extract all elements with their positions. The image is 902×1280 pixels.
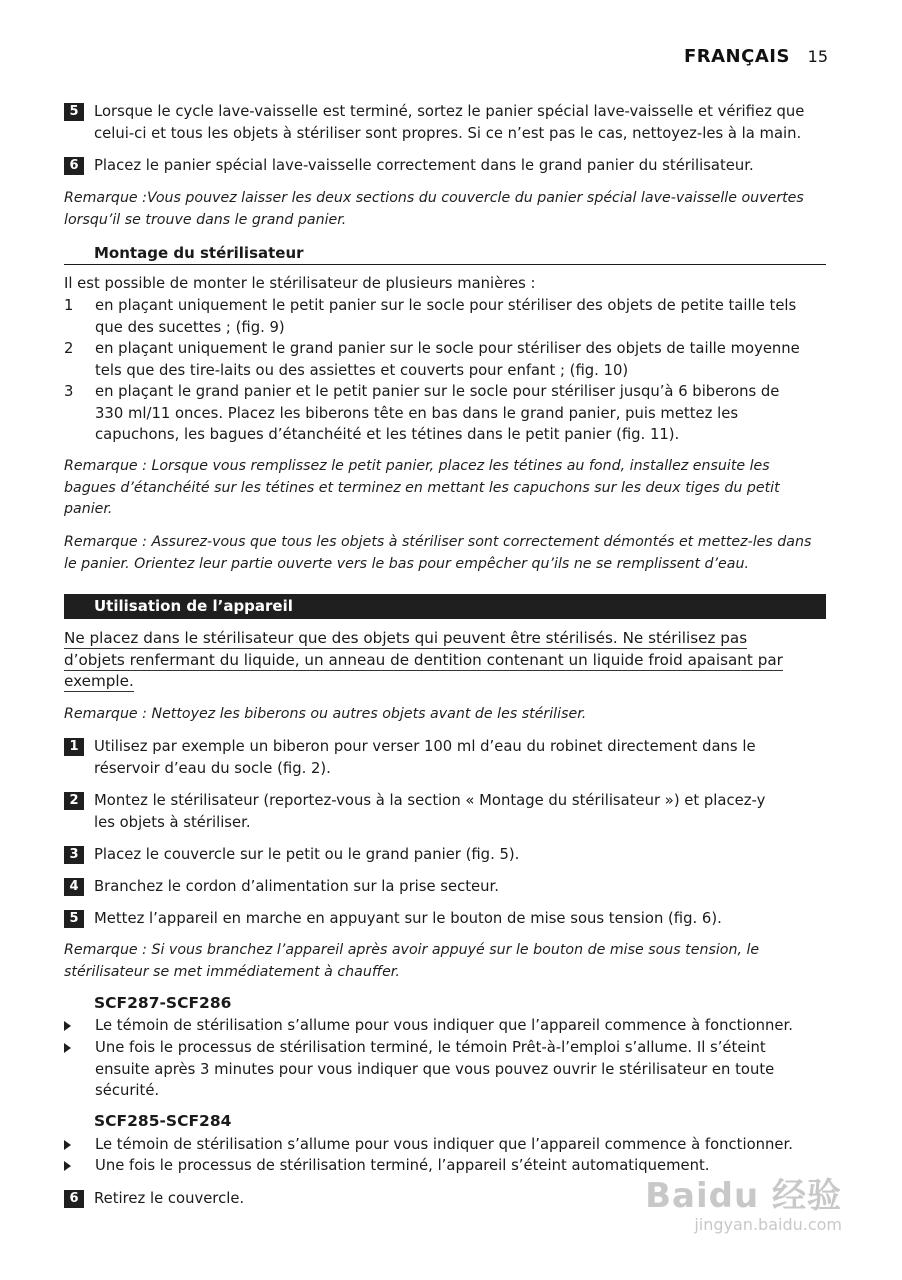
step-number-badge: 2 xyxy=(64,792,84,810)
step-text-line: Branchez le cordon d’alimentation sur la prise secteur. xyxy=(94,878,499,895)
note-lid-sections xyxy=(64,188,804,231)
step-number-badge: 1 xyxy=(64,738,84,756)
watermark xyxy=(645,1168,842,1234)
warning-line: Ne placez dans le stérilisateur que des objets qui peuvent être stérilisés. Ne stérilisez pas xyxy=(64,629,748,647)
bullet-marker-icon xyxy=(64,1021,71,1031)
step-text-line: Utilisez par exemple un biberon pour verser 100 ml d’eau du robinet directement dans le xyxy=(94,738,756,755)
note-line: panier. xyxy=(64,501,113,517)
note-line: Remarque : Nettoyez les biberons ou autres objets avant de les stériliser. xyxy=(64,706,587,722)
step-text-line: Placez le couvercle sur le petit ou le grand panier (fig. 5). xyxy=(94,846,520,863)
list-text-line: capuchons, les bagues d’étanchéité et les tétines dans le petit panier (fig. 11). xyxy=(95,426,680,443)
step-text-line: Retirez le couvercle. xyxy=(94,1190,245,1207)
step-text-line: Mettez l’appareil en marche en appuyant sur le bouton de mise sous tension (fig. 6). xyxy=(94,910,722,927)
model-heading-285-284: SCF285-SCF284 xyxy=(94,1112,232,1130)
list-text-line: 330 ml/11 onces. Placez les biberons tête en bas dans le grand panier, puis mettez les xyxy=(95,404,739,422)
bullet-marker-icon xyxy=(64,1161,71,1171)
note-line: Remarque :Vous pouvez laisser les deux sections du couvercle du panier spécial lave-vaisselle ouvertes xyxy=(64,190,804,206)
step-number-badge: 4 xyxy=(64,878,84,896)
step-number-badge: 5 xyxy=(64,103,84,121)
step-text-line: Placez le panier spécial lave-vaisselle correctement dans le grand panier du stérilisateur. xyxy=(94,157,754,174)
bullet-text-line: sécurité. xyxy=(95,1082,160,1099)
section-title: Montage du stérilisateur xyxy=(94,244,304,262)
bullet-marker-icon xyxy=(64,1043,71,1053)
note-line: Remarque : Lorsque vous remplissez le petit panier, placez les tétines au fond, installez ensuite les xyxy=(64,458,770,474)
bullet-text-line: ensuite après 3 minutes pour vous indiquer que vous pouvez ouvrir le stérilisateur en toute xyxy=(95,1060,775,1078)
bullet-marker-icon xyxy=(64,1140,71,1150)
note-line: Remarque : Si vous branchez l’appareil après avoir appuyé sur le bouton de mise sous tension, le xyxy=(64,942,760,958)
note-line: le panier. Orientez leur partie ouverte vers le bas pour empêcher qu’ils ne se remplissent d’eau. xyxy=(64,555,749,572)
note-heating xyxy=(64,940,759,983)
list-number: 2 xyxy=(64,340,74,357)
note-line: stérilisateur se met immédiatement à chauffer. xyxy=(64,963,400,980)
warning-line: d’objets renfermant du liquide, un anneau de dentition contenant un liquide froid apaisant par xyxy=(64,650,783,669)
watermark-brand: Baidu 经验 xyxy=(645,1176,842,1216)
step-text-line: réservoir d’eau du socle (fig. 2). xyxy=(94,759,331,777)
step-number-badge: 3 xyxy=(64,846,84,864)
section-title: Utilisation de l’appareil xyxy=(94,597,293,615)
page-number: 15 xyxy=(807,47,828,66)
list-text-line: que des sucettes ; (fig. 9) xyxy=(95,318,285,336)
list-text-line: en plaçant le grand panier et le petit panier sur le socle pour stériliser jusqu’à 6 biberons de xyxy=(95,383,780,400)
note-line: Remarque : Assurez-vous que tous les objets à stériliser sont correctement démontés et mettez-les dans xyxy=(64,534,812,550)
step-text-line: celui-ci et tous les objets à stériliser sont propres. Si ce n’est pas le cas, nettoyez-les à la main. xyxy=(94,124,802,142)
bullet-text-line: Une fois le processus de stérilisation terminé, le témoin Prêt-à-l’emploi s’allume. Il s’éteint xyxy=(95,1039,766,1056)
montage-intro: Il est possible de monter le stérilisateur de plusieurs manières : xyxy=(64,275,536,292)
list-number: 3 xyxy=(64,383,74,400)
list-text-line: en plaçant uniquement le grand panier sur le socle pour stériliser des objets de taille moyenne xyxy=(95,340,800,357)
step-number-badge: 5 xyxy=(64,910,84,928)
note-line: lorsqu’il se trouve dans le grand panier. xyxy=(64,211,347,228)
bullet-text-line: Le témoin de stérilisation s’allume pour vous indiquer que l’appareil commence à fonctionner. xyxy=(95,1136,793,1153)
section-heading-montage xyxy=(64,238,826,265)
step-text-line: les objets à stériliser. xyxy=(94,813,251,831)
step-text-line: Montez le stérilisateur (reportez-vous à la section « Montage du stérilisateur ») et placez-y xyxy=(94,792,766,809)
warning-paragraph xyxy=(64,628,783,693)
bullet-text-line: Une fois le processus de stérilisation terminé, l’appareil s’éteint automatiquement. xyxy=(95,1157,710,1174)
page-header xyxy=(684,46,828,67)
list-text-line: en plaçant uniquement le petit panier sur le socle pour stériliser des objets de petite taille tels xyxy=(95,297,797,314)
step-number-badge: 6 xyxy=(64,157,84,175)
note-clean-first xyxy=(64,704,586,726)
note-disassembled xyxy=(64,532,811,575)
warning-line: exemple. xyxy=(64,672,134,690)
list-number: 1 xyxy=(64,297,74,314)
section-heading-utilisation xyxy=(64,594,826,619)
language-label: FRANÇAIS xyxy=(683,46,790,67)
note-line: bagues d’étanchéité sur les tétines et terminez en mettant les capuchons sur les deux tiges du petit xyxy=(64,479,780,496)
list-text-line: tels que des tire-laits ou des assiettes et couverts pour enfant ; (fig. 10) xyxy=(95,361,629,379)
watermark-url: jingyan.baidu.com xyxy=(694,1215,842,1234)
step-text-line: Lorsque le cycle lave-vaisselle est terminé, sortez le panier spécial lave-vaisselle et vérifiez que xyxy=(94,103,805,120)
step-number-badge: 6 xyxy=(64,1190,84,1208)
model-heading-287-286: SCF287-SCF286 xyxy=(94,994,232,1012)
note-small-basket xyxy=(64,456,780,521)
bullet-text-line: Le témoin de stérilisation s’allume pour vous indiquer que l’appareil commence à fonctionner. xyxy=(95,1017,793,1034)
